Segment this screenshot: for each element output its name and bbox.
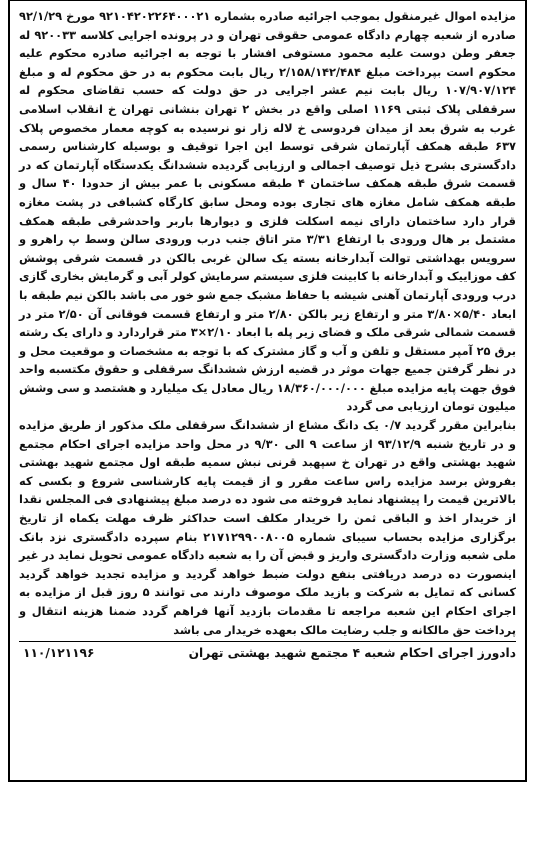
notice-paragraph-auction-details: مزایده اموال غیرمنقول بموجب اجرائیه صادره بشماره ۹۲۱۰۴۲۰۲۲۶۴۰۰۰۲۱ مورخ ۹۲/۱/۲۹ صادره از شعبه چهارم دادگاه عمومی حقوقی تهران و در پرونده اجرایی کلاسه ۹۲۰۰۳۳ له جعفر وطن دوست علیه محمود مستوفی افشار با توجه به اجرائیه صادره محکوم علیه محکوم است بپرداخت مبلغ ۲/۱۵۸/۱۴۲/۴۸۴ ریال بابت محکوم به در حق محکوم له و مبلغ ۱۰۷/۹۰۷/۱۲۴ ریال بابت نیم عشر اجرایی در حق دولت که حسب تقاضای محکوم له سرقفلی پلاک ثبتی ۱۱۶۹ اصلی واقع در بخش ۲ تهران بنشانی تهران خ انقلاب اسلامی غرب به شرق بعد از میدان فردوسی خ لاله زار نو نرسیده به کوچه معمار مخصوص پلاک ۶۳۷ طبقه همکف آپارتمان شرقی توسط این اجرا توقیف و بوسیله کارشناس رسمی دادگستری بشرح ذیل توصیف اجمالی و ارزیابی گردیده ششدانگ یکدستگاه آپارتمان که در قسمت شرق طبقه همکف ساختمان ۴ طبقه مسکونی با عمر بیش از حدودا ۴۰ سال و طبقه همکف شامل مغازه های تجاری بوده ومحل سابق کارگاه کشبافی در پشت مغازه قرار دارد ساختمان دارای نیمه اسکلت فلزی و دیوارها باربر واحدشرقی طبقه همکف مشتمل بر هال ورودی با ارتفاع ۳/۳۱ متر اتاق جنب درب ورودی سالن وسط پ راهرو و سرویس بهداشتی توالت آبدارخانه بسته یک سالن غربی بالکن در قسمت شرقی پوشش کف موزاییک و آبدارخانه با کابینت فلزی سیستم سرمایش کولر آبی و گرمایش بخاری گازی درب ورودی آپارتمان آهنی شیشه با حفاظ مشبک جمع شو خور می باشد بالکن نیم طبقه با ابعاد ۵/۴۰×۳/۸۰ متر و ارتفاع زیر بالکن ۲/۸۰ متر و ارتفاع قسمت فوقانی آن ۲/۵۰ متر در قسمت شمالی شرقی ملک و فضای زیر پله با ابعاد ۲/۱۰×۳ متر قراردارد و دارای یک رشته برق ۲۵ آمپر مستقل و تلفن و آب و گاز مشترک که با توجه به مشخصات و موقعیت محل و در نظر گرفتن جمیع جهات موثر در قضیه ارزش ششدانگ سرقفلی و حقوق مکتسبه واحد فوق جهت پایه مزایده مبلغ ۱۸/۳۶۰/۰۰۰/۰۰۰ ریال معادل یک میلیارد و هشتصد و سی وشش میلیون تومان ارزیابی می گردد [19, 9, 517, 414]
signature-row [19, 641, 516, 662]
legal-notice-box [8, 0, 527, 782]
notice-paragraph-auction-terms: بنابراین مقرر گردید ۰/۷ یک دانگ مشاع از ششدانگ سرقفلی ملک مذکور از طریق مزایده و در تاریخ شنبه ۹۳/۱۲/۹ از ساعت ۹ الی ۹/۳۰ در محل واحد مزایده اجرای احکام مجتمع شهید بهشتی واقع در تهران خ سپهبد قرنی نبش سمیه طبقه اول مجتمع شهید بهشتی بفروش برسد مزایده راس ساعت مقرر و از قیمت پایه کارشناسی شروع و بکسی که بالاترین قیمت را پیشنهاد نماید فروخته می شود ده درصد مبلغ پیشنهادی فی المجلس نقدا از خریدار اخذ و الباقی ثمن را خریدار مکلف است حداکثر ظرف مهلت یکماه از تاریخ برگزاری مزایده بحساب سیبای شماره ۲۱۷۱۲۹۹۰۰۸۰۰۵ بنام سپرده دادگستری نزد بانک ملی شعبه وزارت دادگستری واریز و قبض آن را به شعبه دادگاه عمومی تحویل نماید در غیر اینصورت ده درصد دریافتی بنفع دولت ضبط خواهد گردید و مزایده تجدید خواهد گردید کسانی که تمایل به شرکت و بازید ملک موصوف دارند می توانند ۵ روز قبل از مزایده به اجرای احکام این شعبه مراجعه تا مقدمات بازدید آنها فراهم گردد ضمنا هزینه انتقال و پرداخت حق مالکانه و جلب رضایت مالک بعهده خریدار می باشد [19, 418, 516, 637]
issuing-authority: دادورز اجرای احکام شعبه ۴ مجتمع شهید بهشتی تهران [188, 646, 516, 661]
notice-code: ۱۱۰/۱۲۱۱۹۶ [23, 646, 95, 661]
